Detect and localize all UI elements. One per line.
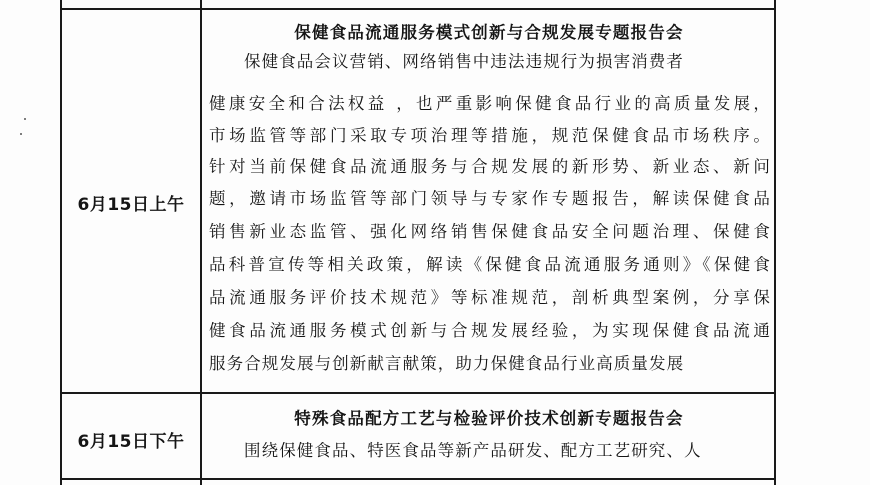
row-date: 6月15日下午 [77, 432, 185, 452]
paragraph-line: 健食品流通服务模式创新与合规发展经验，为实现保健食品流通 [209, 321, 771, 340]
scan-speck [24, 118, 26, 120]
table-row-divider [60, 392, 776, 394]
paragraph-line: 题，邀请市场监管等部门领导与专家作专题报告，解读保健食品 [209, 189, 771, 208]
row-date: 6月15日上午 [77, 195, 185, 215]
table-border-left [60, 0, 62, 485]
paragraph-line: 保健食品会议营销、网络销售中违法违规行为损害消费者 [244, 52, 684, 71]
paragraph-line: 销售新业态监管、强化网络销售保健食品安全问题治理、保健食 [209, 222, 771, 241]
paragraph-line: 市场监管等部门采取专项治理等措施，规范保健食品市场秩序。 [209, 126, 771, 145]
table-row-divider-bottom [60, 478, 776, 480]
table-column-divider [200, 0, 202, 485]
table-row-divider-top [60, 8, 776, 10]
paragraph-line: 服务合规发展与创新献言献策，助力保健食品行业高质量发展 [209, 354, 685, 373]
paragraph-line: 针对当前保健食品流通服务与合规发展的新形势、新业态、新问 [209, 157, 771, 176]
paragraph-line: 品科普宣传等相关政策，解读《保健食品流通服务通则》《保健食 [209, 255, 771, 274]
paragraph-line: 品流通服务评价技术规范》等标准规范，剖析典型案例，分享保 [209, 288, 771, 307]
paragraph-line: 健康安全和合法权益 ，也严重影响保健食品行业的高质量发展， [209, 94, 771, 113]
scan-speck [20, 133, 22, 135]
paragraph-line: 围绕保健食品、特医食品等新产品研发、配方工艺研究、人 [244, 441, 702, 460]
row-title: 保健食品流通服务模式创新与合规发展专题报告会 [294, 23, 684, 42]
table-border-right [774, 0, 776, 485]
row-title: 特殊食品配方工艺与检验评价技术创新专题报告会 [294, 409, 684, 428]
